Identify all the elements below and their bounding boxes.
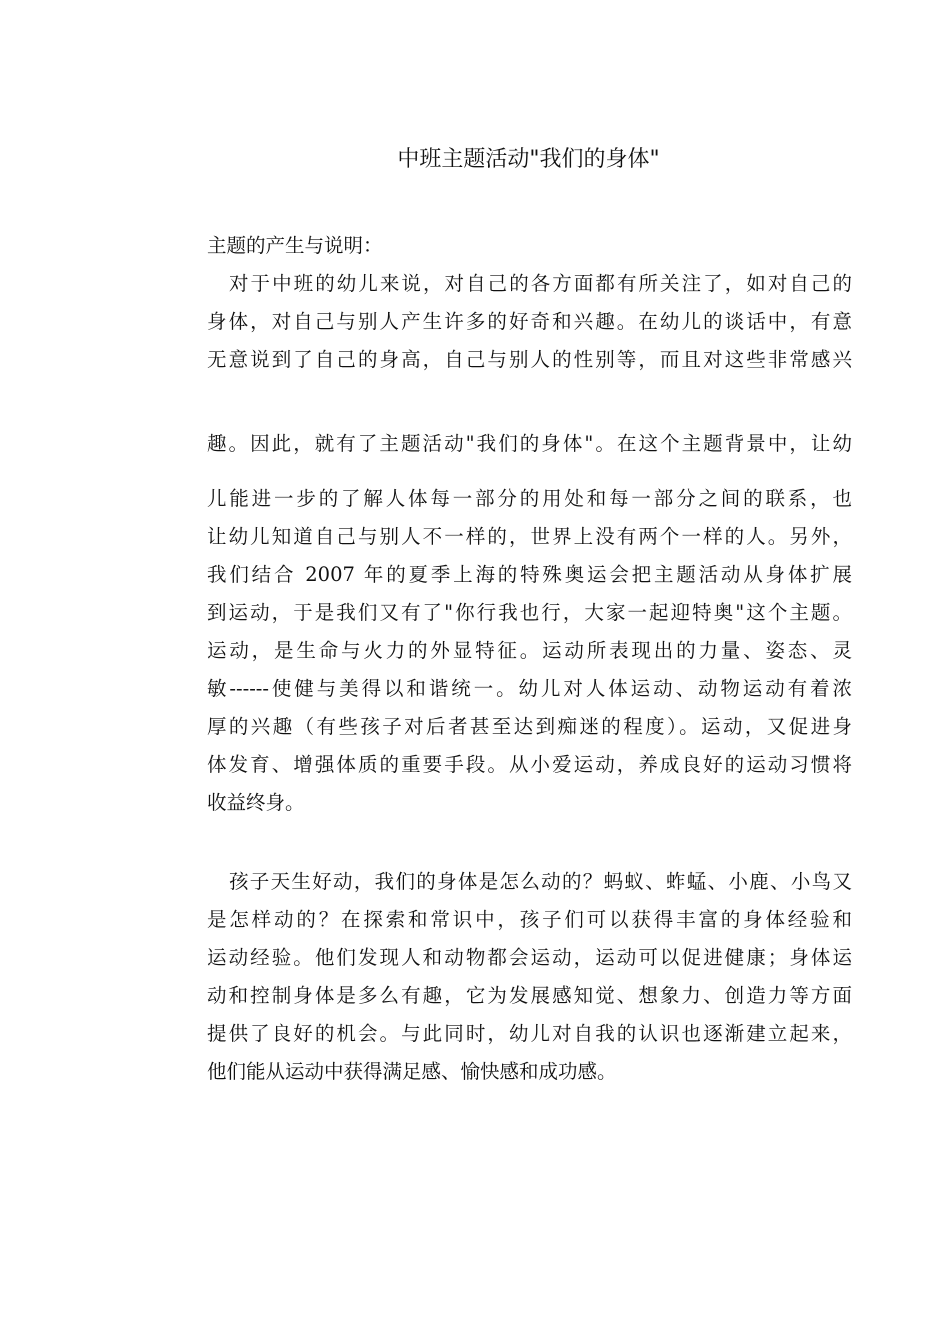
document-title: 中班主题活动"我们的身体" [397,147,660,172]
paragraph-line: 运动经验。他们发现人和动物都会运动，运动可以促进健康；身体运 [207,946,852,969]
paragraph-line: 儿能进一步的了解人体每一部分的用处和每一部分之间的联系，也 [207,487,852,510]
paragraph-line: 对于中班的幼儿来说，对自己的各方面都有所关注了，如对自己的 [229,272,852,295]
paragraph-line: 运动，是生命与火力的外显特征。运动所表现出的力量、姿态、灵 [207,639,852,662]
paragraph-line: 他们能从运动中获得满足感、愉快感和成功感。 [207,1060,617,1083]
intro-block [207,227,852,379]
paragraph-line: 厚的兴趣（有些孩子对后者甚至达到痴迷的程度）。运动，又促进身 [207,715,852,738]
paragraph-line: 孩子天生好动，我们的身体是怎么动的？蚂蚁、蚱蜢、小鹿、小鸟又 [229,870,852,893]
paragraph-line: 无意说到了自己的身高，自己与别人的性别等，而且对这些非常感兴 [207,348,852,371]
paragraph-line: 体发育、增强体质的重要手段。从小爱运动，养成良好的运动习惯将 [207,753,852,776]
paragraph-line: 让幼儿知道自己与别人不一样的，世界上没有两个一样的人。另外， [207,525,852,548]
paragraph-line: 动和控制身体是多么有趣，它为发展感知觉、想象力、创造力等方面 [207,984,852,1007]
paragraph-line: 是怎样动的？在探索和常识中，孩子们可以获得丰富的身体经验和 [207,908,852,931]
section-heading: 主题的产生与说明： [207,234,383,257]
continuation-block [207,425,852,463]
paragraph-line: 敏------使健与美得以和谐统一。幼儿对人体运动、动物运动有着浓 [207,677,852,700]
paragraph-line: 身体，对自己与别人产生许多的好奇和兴趣。在幼儿的谈话中，有意 [207,310,852,333]
paragraph-block [207,863,852,1091]
paragraph-line: 提供了良好的机会。与此同时，幼儿对自我的认识也逐渐建立起来， [207,1022,852,1045]
paragraph-line: 我们结合 2007 年的夏季上海的特殊奥运会把主题活动从身体扩展 [207,563,852,586]
paragraph-line: 收益终身。 [207,791,305,814]
paragraph-block [207,480,852,822]
paragraph-line: 趣。因此，就有了主题活动"我们的身体"。在这个主题背景中，让幼 [207,432,852,455]
paragraph-line: 到运动，于是我们又有了"你行我也行，大家一起迎特奥"这个主题。 [207,601,852,624]
